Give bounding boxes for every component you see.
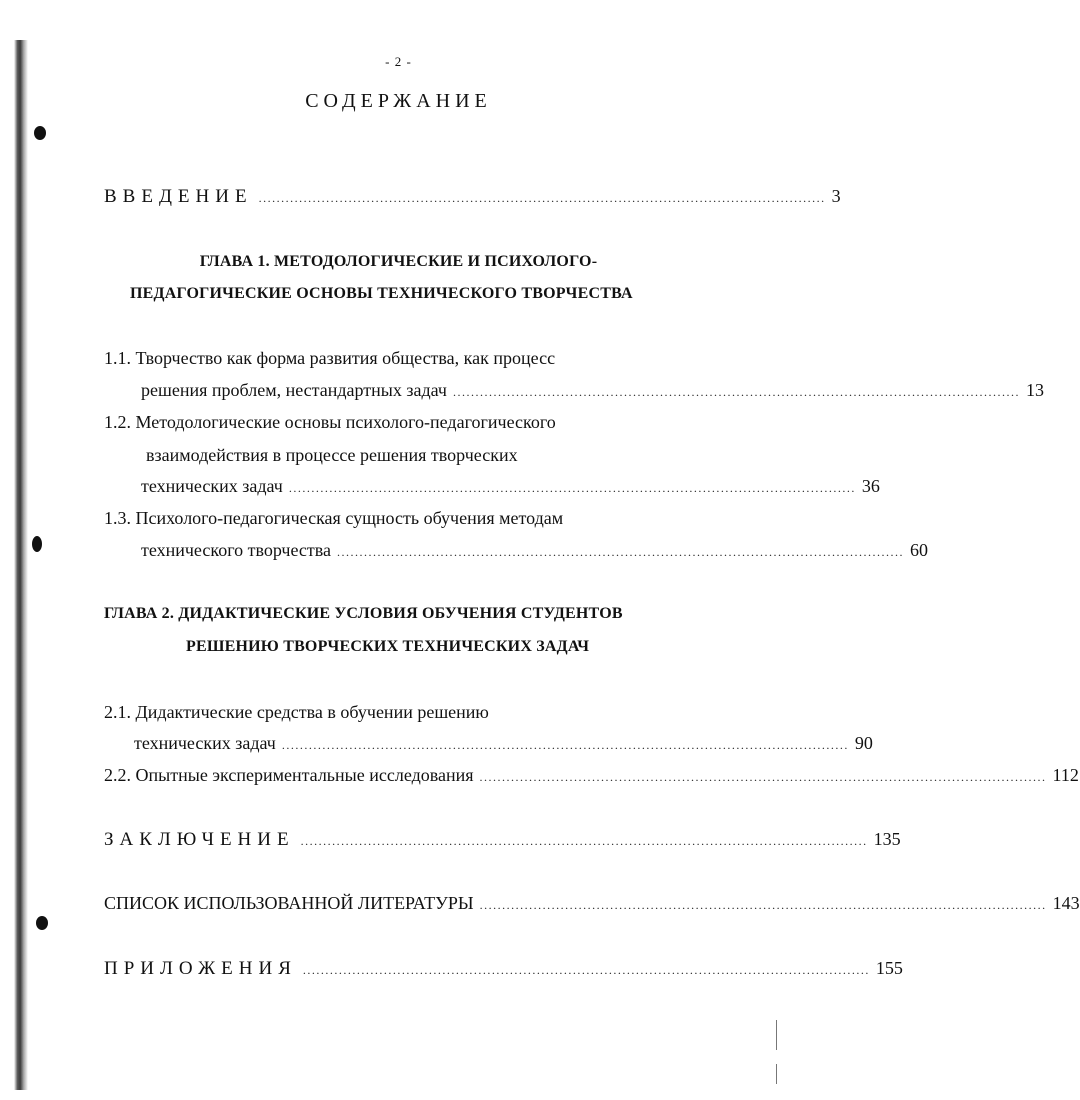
toc-label: технических задач	[134, 733, 276, 753]
chapter-1-title	[0, 253, 797, 271]
toc-entry-2-2[interactable]	[104, 765, 1079, 786]
leader-dots: ..............................................................................................................................	[300, 834, 868, 848]
toc-entry-references[interactable]	[104, 893, 1080, 914]
page-number: - 2 -	[385, 54, 412, 69]
toc-entry-1-2-line1[interactable]: 1.2. Методологические основы психолого-педагогического	[104, 412, 556, 432]
chapter-1-title	[130, 285, 633, 303]
leader-dots: ..............................................................................................................................	[479, 898, 1047, 912]
leader-dots: ..............................................................................................................................	[288, 481, 856, 495]
toc-entry-1-3-line1[interactable]: 1.3. Психолого-педагогическая сущность обучения методам	[104, 508, 564, 528]
leader-dots: ..............................................................................................................................	[258, 191, 826, 205]
leader-dots: ..............................................................................................................................	[337, 545, 905, 559]
toc-label: решения проблем, нестандартных задач	[141, 380, 447, 400]
binding-edge	[14, 40, 28, 1090]
chapter-2-title-line1: ГЛАВА 2. ДИДАКТИЧЕСКИЕ УСЛОВИЯ ОБУЧЕНИЯ СТУДЕНТОВ	[104, 605, 623, 622]
toc-label: технических задач	[141, 476, 283, 496]
toc-label: ЗАКЛЮЧЕНИЕ	[104, 829, 295, 850]
toc-page-number: 36	[861, 476, 880, 496]
toc-entry-conclusion[interactable]	[104, 829, 901, 851]
leader-dots: ..............................................................................................................................	[452, 385, 1020, 399]
chapter-2-title-line2: РЕШЕНИЮ ТВОРЧЕСКИХ ТЕХНИЧЕСКИХ ЗАДАЧ	[186, 638, 590, 655]
toc-entry-2-1-line1[interactable]: 2.1. Дидактические средства в обучении решению	[104, 702, 489, 722]
toc-page-number: 13	[1025, 380, 1044, 400]
chapter-1-title-line1: ГЛАВА 1. МЕТОДОЛОГИЧЕСКИЕ И ПСИХОЛОГО-	[199, 253, 598, 270]
toc-label: 2.2. Опытные экспериментальные исследования	[104, 765, 474, 785]
chapter-2-title	[186, 638, 589, 656]
scan-edge-line	[776, 1064, 777, 1084]
binding-mark	[34, 126, 46, 140]
toc-page-number: 155	[875, 958, 903, 978]
toc-page-number: 143	[1052, 893, 1080, 913]
toc-entry-1-3[interactable]	[141, 540, 929, 561]
toc-label: технического творчества	[141, 540, 332, 560]
toc-page-number: 135	[873, 829, 901, 849]
toc-page-number: 90	[854, 733, 873, 753]
leader-dots: ..............................................................................................................................	[479, 770, 1047, 784]
chapter-1-title-line2: ПЕДАГОГИЧЕСКИЕ ОСНОВЫ ТЕХНИЧЕСКОГО ТВОРЧЕСТВА	[130, 285, 633, 302]
chapter-2-title	[104, 605, 623, 623]
toc-entry-2-1[interactable]	[134, 733, 873, 754]
toc-entry-1-2-line2[interactable]: взаимодействия в процессе решения творческих	[146, 445, 518, 465]
leader-dots: ..............................................................................................................................	[281, 738, 849, 752]
page-title: СОДЕРЖАНИЕ	[305, 90, 492, 112]
binding-mark	[36, 916, 48, 930]
scan-edge-line	[776, 1020, 777, 1050]
binding-mark	[32, 536, 42, 552]
toc-label: ВВЕДЕНИЕ	[104, 186, 253, 207]
toc-label: СПИСОК ИСПОЛЬЗОВАННОЙ ЛИТЕРАТУРЫ	[104, 893, 474, 913]
leader-dots: ..............................................................................................................................	[302, 963, 870, 977]
toc-entry-1-1-line1[interactable]: 1.1. Творчество как форма развития общества, как процесс	[104, 348, 556, 368]
toc-entry-1-1[interactable]	[141, 380, 1044, 401]
toc-page-number: 112	[1052, 765, 1079, 785]
toc-entry-intro[interactable]	[104, 186, 841, 208]
toc-label: ПРИЛОЖЕНИЯ	[104, 958, 297, 979]
toc-page-number: 3	[831, 186, 841, 206]
toc-page-number: 60	[910, 540, 929, 560]
toc-entry-1-2[interactable]	[141, 476, 880, 497]
toc-entry-appendices[interactable]	[104, 958, 903, 980]
